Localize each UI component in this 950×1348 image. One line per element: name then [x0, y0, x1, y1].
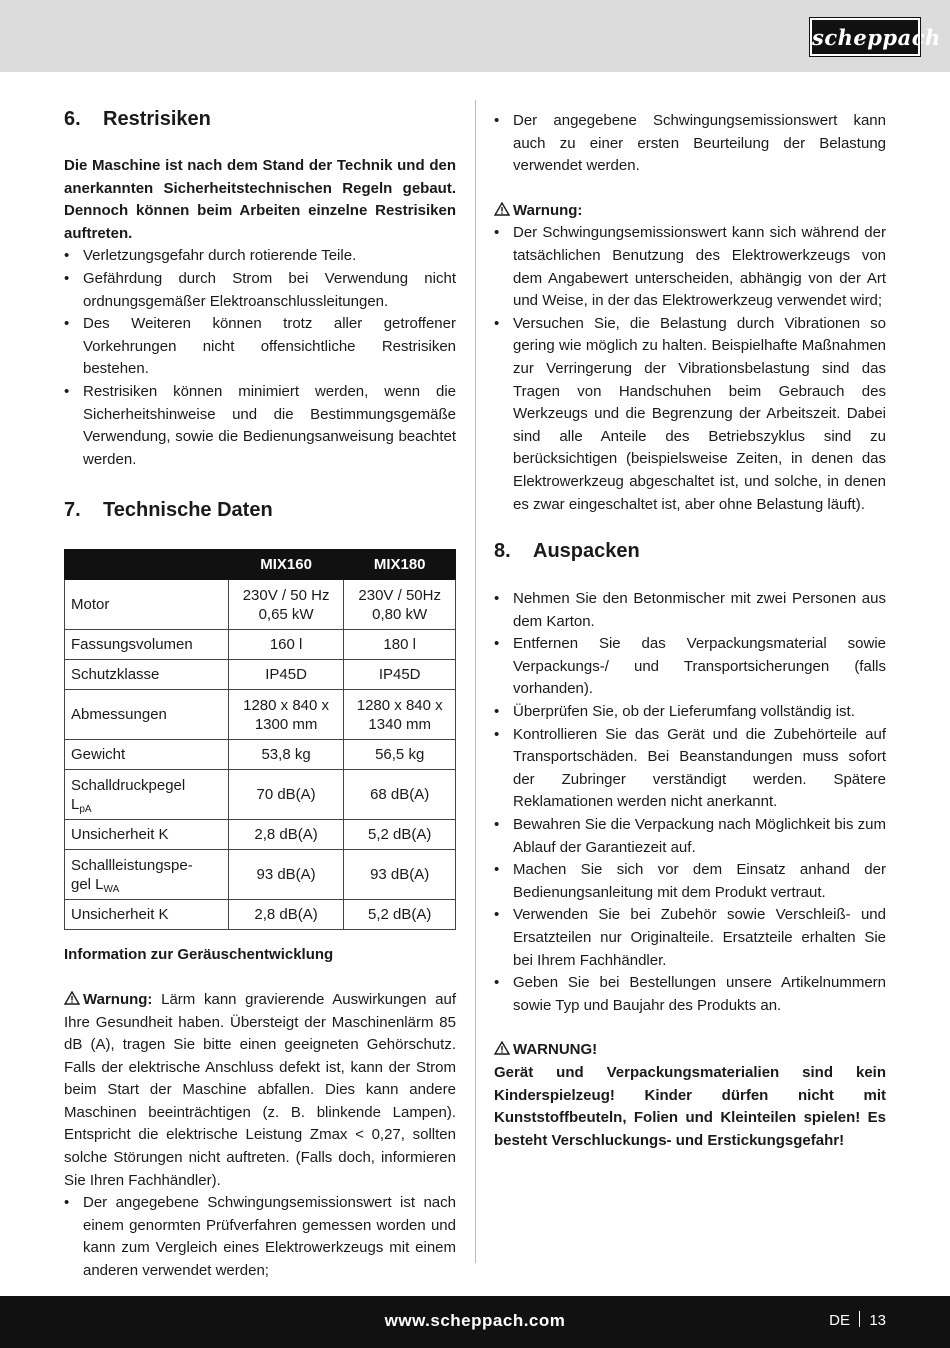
- table-cell: 93 dB(A): [228, 850, 344, 900]
- warning-label: Warnung:: [513, 201, 583, 219]
- table-cell: 160 l: [228, 630, 344, 660]
- list-item: • Restrisiken können minimiert werden, wenn die Sicherheitshinweise und die Bestimmungsgemäße Verwendung, sowie die Bedienungsanweisung beachtet werden.: [64, 381, 456, 471]
- section-title: Technische Daten: [103, 499, 273, 522]
- list-item: • Bewahren Sie die Verpackung nach Möglichkeit bis zum Ablauf der Garantiezeit auf.: [494, 814, 886, 859]
- risk-list: [64, 245, 456, 471]
- unpacking-list: [494, 588, 886, 1017]
- page-separator: [859, 1311, 860, 1327]
- table-row: [65, 900, 456, 930]
- list-item: • Verwenden Sie bei Zubehör sowie Verschleiß- und Ersatzteilen nur Originalteile. Ersatzteile erhalten Sie bei Ihrem Fachhändler.: [494, 904, 886, 972]
- table-cell: 230V / 50Hz 0,80 kW: [344, 580, 456, 630]
- table-row: [65, 580, 456, 630]
- table-cell: 1280 x 840 x 1340 mm: [344, 690, 456, 740]
- page-number: 13: [869, 1312, 886, 1329]
- list-item: • Machen Sie sich vor dem Einsatz anhand der Bedienungsanleitung mit dem Produkt vertraut.: [494, 859, 886, 904]
- table-cell-label: Fassungsvolumen: [65, 630, 229, 660]
- list-item: • Geben Sie bei Bestellungen unsere Artikelnummern sowie Typ und Baujahr des Produkts an.: [494, 972, 886, 1017]
- vibration-warning-heading: [494, 200, 886, 223]
- list-item: • Der angegebene Schwingungsemissionswert kann auch zu einer ersten Beurteilung der Belastung verwendet werden.: [494, 110, 886, 178]
- warning-triangle-icon: [494, 202, 510, 216]
- child-warning-text: Gerät und Verpackungsmaterialien sind kein Kinderspielzeug! Kinder dürfen nicht mit Kunststoffbeuteln, Folien und Kleinteilen spielen! Es besteht Verschluckungs- und Erstickungsgefahr!: [494, 1063, 886, 1149]
- table-cell: IP45D: [228, 660, 344, 690]
- child-warning-heading: [494, 1039, 886, 1062]
- table-header-cell: MIX180: [344, 550, 456, 580]
- list-item: • Nehmen Sie den Betonmischer mit zwei Personen aus dem Karton.: [494, 588, 886, 633]
- table-cell-label: Motor: [65, 580, 229, 630]
- section-title: Auspacken: [533, 540, 640, 563]
- table-header-row: [65, 550, 456, 580]
- table-cell-label: Unsicherheit K: [65, 900, 229, 930]
- table-cell: 230V / 50 Hz 0,65 kW: [228, 580, 344, 630]
- language-code: DE: [829, 1312, 850, 1329]
- footer-bar: [0, 1296, 950, 1348]
- column-divider: [475, 100, 476, 1263]
- table-cell-label: Gewicht: [65, 740, 229, 770]
- table-cell: 56,5 kg: [344, 740, 456, 770]
- header-bar: [0, 0, 950, 72]
- table-cell-label: Abmessungen: [65, 690, 229, 740]
- tech-data-table: [64, 549, 456, 930]
- list-item: • Des Weiteren können trotz aller getroffener Vorkehrungen nicht offensichtliche Restrisiken bestehen.: [64, 313, 456, 381]
- noise-warning: [64, 989, 456, 1192]
- table-cell: 180 l: [344, 630, 456, 660]
- table-row: [65, 630, 456, 660]
- table-cell: 5,2 dB(A): [344, 820, 456, 850]
- table-cell-label: Unsicherheit K: [65, 820, 229, 850]
- table-row: [65, 850, 456, 900]
- vibration-list: [64, 1192, 456, 1282]
- footer-url: www.scheppach.com: [384, 1311, 566, 1330]
- list-item: • Überprüfen Sie, ob der Lieferumfang vollständig ist.: [494, 701, 886, 724]
- page-indicator: [829, 1309, 886, 1333]
- list-item: • Kontrollieren Sie das Gerät und die Zubehörteile auf Transportschäden. Bei Beanstandungen muss sofort der Zubringer verständigt werden. Spätere Reklamationen werden nicht anerkannt.: [494, 724, 886, 814]
- section-number: 6.: [64, 108, 81, 130]
- list-item: • Versuchen Sie, die Belastung durch Vibrationen so gering wie möglich zu halten. Beispielhafte Maßnahmen zur Verringerung der Vibrationsbelastung sind das Tragen von Handschuhen beim Gebrauch des Werkzeugs und die Begrenzung der Arbeitszeit. Dabei sind alle Anteile des Betriebszyklus sind zu berücksichtigen (beispielsweise Zeiten, in denen das Elektrowerkzeug abgeschaltet ist, und solche, in denen es zwar eingeschaltet ist, aber ohne Belastung läuft).: [494, 313, 886, 516]
- brand-logo: scheppach: [810, 18, 920, 56]
- section-6-heading: [64, 104, 456, 134]
- table-cell: 5,2 dB(A): [344, 900, 456, 930]
- table-cell-label: Schallleistungspe- gel $L_{WA}$: [65, 850, 229, 900]
- table-row: [65, 820, 456, 850]
- section-number: 7.: [64, 499, 81, 522]
- section-6-intro: Die Maschine ist nach dem Stand der Technik und den anerkannten Sicherheitstechnischen Regeln gebaut. Dennoch können beim Arbeiten einzelne Restrisiken auftreten.: [64, 157, 456, 242]
- section-8-heading: [494, 536, 886, 566]
- table-header-cell: [65, 550, 229, 580]
- list-item: • Verletzungsgefahr durch rotierende Teile.: [64, 245, 456, 268]
- table-cell: 68 dB(A): [344, 770, 456, 820]
- table-cell: 93 dB(A): [344, 850, 456, 900]
- vibration-list-continued: [494, 110, 886, 178]
- section-title: Restrisiken: [103, 108, 211, 130]
- table-cell: 2,8 dB(A): [228, 820, 344, 850]
- table-cell: IP45D: [344, 660, 456, 690]
- table-cell: 1280 x 840 x 1300 mm: [228, 690, 344, 740]
- section-number: 8.: [494, 540, 511, 563]
- table-cell: 2,8 dB(A): [228, 900, 344, 930]
- table-row: [65, 690, 456, 740]
- list-item: • Der Schwingungsemissionswert kann sich während der tatsächlichen Benutzung des Elektrowerkzeugs von dem Angabewert unterscheiden, abhängig von der Art und Weise, in der das Elektrowerkzeug verwendet wird;: [494, 222, 886, 312]
- warning-triangle-icon: [494, 1041, 510, 1055]
- table-row: [65, 740, 456, 770]
- right-column: [494, 110, 886, 1152]
- list-item: • Der angegebene Schwingungsemissionswert ist nach einem genormten Prüfverfahren gemessen worden und kann zum Vergleich eines Elektrowerkzeugs mit einem anderen verwendet werden;: [64, 1192, 456, 1282]
- warning-label: WARNUNG!: [513, 1041, 598, 1059]
- warning-text: Lärm kann gravierende Auswirkungen auf Ihre Gesundheit haben. Übersteigt der Maschinenlärm 85 dB (A), tragen Sie bitte einen geeigneten Gehörschutz. Falls der elektrische Anschluss defekt ist, kann der Strom beim Start der Maschine abfallen. Dies kann andere Maschinen beeinträchtigen (z. B. blinkende Lampen). Entspricht die elektrische Leistung Zmax < 0,27, sollten solche Störungen nicht auftreten. (Falls doch, informieren Sie Ihren Fachhändler).: [64, 990, 456, 1189]
- table-row: [65, 660, 456, 690]
- noise-heading: Information zur Geräuschentwicklung: [64, 946, 334, 964]
- vibration-warning-list: [494, 222, 886, 516]
- table-cell: 53,8 kg: [228, 740, 344, 770]
- warning-triangle-icon: [64, 991, 80, 1005]
- table-cell-label: Schalldruckpegel $L_{pA}$: [65, 770, 229, 820]
- warning-label: Warnung:: [83, 990, 153, 1008]
- section-7-heading: [64, 495, 456, 525]
- table-row: [65, 770, 456, 820]
- table-cell-label: Schutzklasse: [65, 660, 229, 690]
- left-column: [64, 100, 456, 1283]
- table-cell: 70 dB(A): [228, 770, 344, 820]
- list-item: • Entfernen Sie das Verpackungsmaterial sowie Verpackungs-/ und Transportsicherungen (falls vorhanden).: [494, 633, 886, 701]
- table-header-cell: MIX160: [228, 550, 344, 580]
- list-item: • Gefährdung durch Strom bei Verwendung nicht ordnungsgemäßer Elektroanschlussleitungen.: [64, 268, 456, 313]
